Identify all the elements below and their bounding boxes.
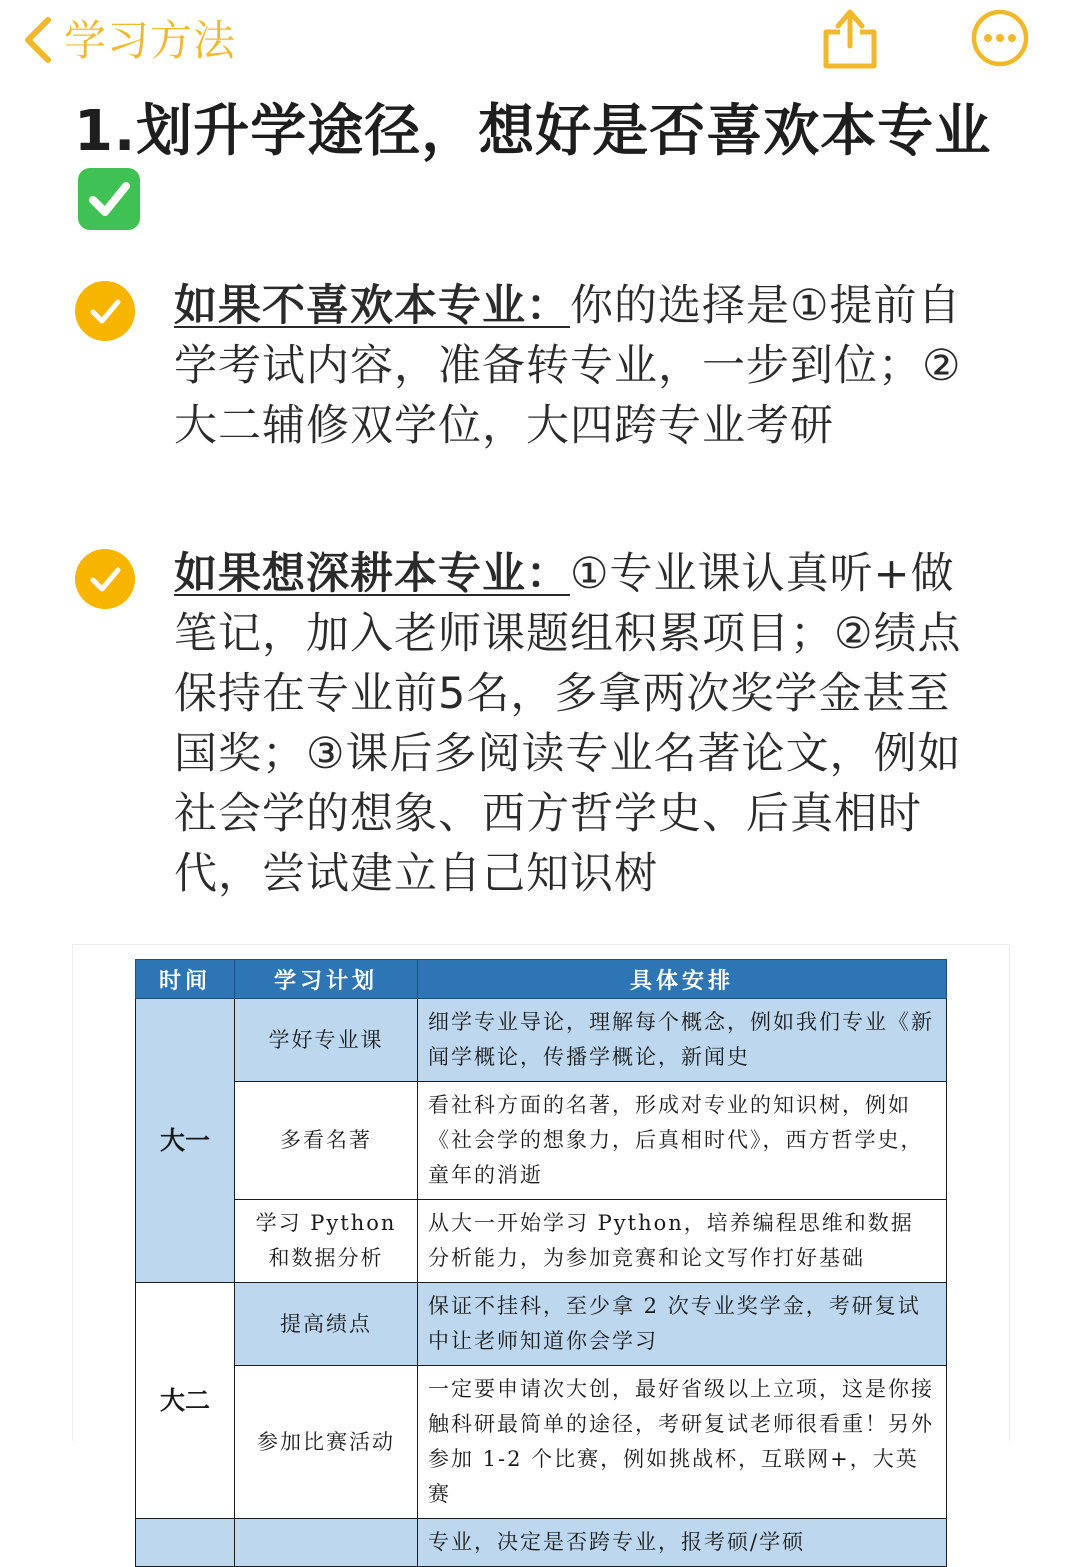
- bullet-text: [174, 544, 994, 904]
- plan-cell: 参加比赛活动: [235, 1366, 418, 1519]
- plan-cell: 学好专业课: [235, 999, 418, 1082]
- plan-cell: 多看名著: [235, 1082, 418, 1200]
- top-navigation-bar: [0, 0, 1080, 80]
- bullet-body: 你的选择是①提前自学考试内容，准备转专业，一步到位；②大二辅修双学位，大四跨专业考研: [174, 281, 962, 451]
- detail-cell: 从大一开始学习 Python，培养编程思维和数据分析能力，为参加竞赛和论文写作打好基础: [418, 1200, 947, 1283]
- time-cell: 大一: [136, 999, 235, 1283]
- share-icon[interactable]: [818, 2, 882, 72]
- detail-cell: 保证不挂科，至少拿 2 次专业奖学金，考研复试中让老师知道你会学习: [418, 1283, 947, 1366]
- detail-cell: 看社科方面的名著，形成对专业的知识树，例如《社会学的想象力，后真相时代》，西方哲学史，童年的消逝: [418, 1082, 947, 1200]
- plan-cell: 提高绩点: [235, 1283, 418, 1366]
- back-button[interactable]: [18, 8, 236, 68]
- plan-cell: 学习 Python 和数据分析: [235, 1200, 418, 1283]
- bullet-body: ①专业课认真听+做笔记，加入老师课题组积累项目；②绩点保持在专业前5名，多拿两次奖学金甚至国奖；③课后多阅读专业名著论文，例如社会学的想象、西方哲学史、后真相时代，尝试建立自己知识树: [174, 549, 962, 899]
- yellow-check-circle-icon: [74, 548, 136, 610]
- table-row: [136, 1519, 947, 1567]
- bullet-text: [174, 276, 994, 456]
- table-row: [136, 1366, 947, 1519]
- more-icon[interactable]: [970, 8, 1030, 68]
- table-row: [136, 1082, 947, 1200]
- yellow-check-circle-icon: [74, 280, 136, 342]
- time-cell: 大二: [136, 1283, 235, 1519]
- table-row: [136, 1283, 947, 1366]
- column-header-detail: 具体安排: [418, 960, 947, 999]
- bullet-heading: 如果想深耕本专业：: [174, 549, 570, 599]
- table-row: [136, 999, 947, 1082]
- bullet-item: [74, 276, 1004, 516]
- bullet-heading: 如果不喜欢本专业：: [174, 281, 570, 331]
- study-plan-table-image: [72, 944, 1010, 1554]
- bullet-item: [74, 544, 1004, 914]
- back-label: 学习方法: [64, 16, 237, 65]
- table-row: [136, 1200, 947, 1283]
- column-header-plan: 学习计划: [235, 960, 418, 999]
- column-header-time: 时间: [136, 960, 235, 999]
- chevron-left-icon: [18, 8, 58, 68]
- time-cell: [136, 1519, 235, 1567]
- note-title-text: 1.划升学途径，想好是否喜欢本专业: [74, 99, 992, 164]
- plan-cell: [235, 1519, 418, 1567]
- detail-cell: 一定要申请次大创，最好省级以上立项，这是你接触科研最简单的途径，考研复试老师很看重！另外参加 1-2 个比赛，例如挑战杯，互联网+，大英赛: [418, 1366, 947, 1519]
- detail-cell: 细学专业导论，理解每个概念，例如我们专业《新闻学概论，传播学概论，新闻史: [418, 999, 947, 1082]
- table-header-row: [136, 960, 947, 999]
- study-plan-table: [135, 959, 947, 1567]
- note-title: [74, 96, 1004, 240]
- check-mark-button-icon: [78, 168, 140, 230]
- detail-cell: 专业，决定是否跨专业，报考硕/学硕: [418, 1519, 947, 1567]
